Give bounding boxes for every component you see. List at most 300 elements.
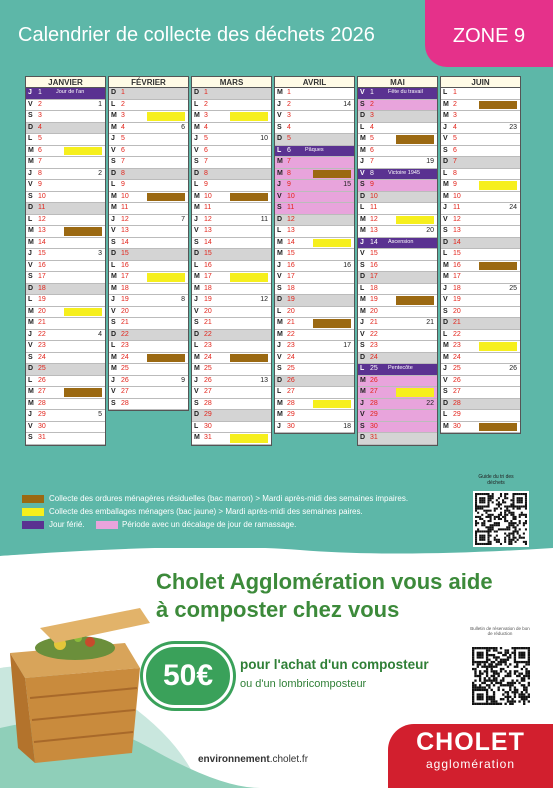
day-row — [358, 295, 437, 307]
day-letter: S — [194, 319, 199, 326]
day-number: 30 — [204, 422, 212, 430]
brown-bin-mark — [479, 101, 517, 110]
day-letter: V — [277, 353, 282, 361]
day-letter: L — [194, 422, 199, 430]
yellow-bin-mark — [479, 342, 517, 351]
day-number: 8 — [204, 169, 208, 177]
legend-swatch-period — [96, 521, 118, 529]
day-letter: S — [111, 238, 116, 246]
day-number: 24 — [370, 353, 378, 361]
day-letter: J — [28, 169, 32, 177]
day-row — [109, 215, 188, 227]
discount-badge: 50€ — [143, 644, 233, 708]
day-letter: D — [194, 169, 200, 177]
brown-bin-mark — [479, 423, 517, 432]
month-title: JANVIER — [26, 77, 105, 88]
day-number: 6 — [453, 146, 457, 154]
day-number: 3 — [38, 112, 42, 119]
day-row — [109, 399, 188, 411]
day-letter: D — [277, 135, 283, 142]
day-number: 28 — [287, 399, 295, 407]
website-link-rest: .cholet.fr — [269, 754, 309, 765]
week-number: 22 — [426, 399, 434, 407]
day-row — [26, 307, 105, 319]
day-number: 29 — [38, 411, 46, 418]
day-number: 22 — [121, 330, 129, 338]
day-letter: S — [443, 146, 448, 154]
day-letter: D — [111, 330, 117, 338]
day-letter: M — [111, 192, 117, 200]
day-row — [441, 157, 520, 169]
day-letter: L — [277, 146, 282, 154]
day-row — [109, 353, 188, 365]
day-row — [26, 422, 105, 434]
day-number: 16 — [121, 261, 129, 269]
day-number: 24 — [287, 353, 295, 361]
day-row — [26, 238, 105, 250]
day-number: 25 — [370, 365, 378, 372]
day-letter: S — [277, 365, 282, 372]
day-row — [192, 341, 271, 353]
day-number: 17 — [370, 273, 378, 280]
day-letter: D — [194, 411, 200, 418]
day-number: 13 — [287, 227, 295, 234]
website-link[interactable] — [198, 754, 308, 765]
day-number: 15 — [38, 250, 46, 257]
day-number: 18 — [287, 284, 295, 292]
day-letter: M — [443, 181, 449, 188]
day-number: 9 — [204, 181, 208, 188]
day-number: 13 — [121, 227, 129, 234]
day-row — [275, 353, 354, 365]
day-number: 2 — [121, 100, 125, 108]
day-letter: J — [360, 238, 364, 246]
qr-code-voucher[interactable] — [470, 645, 532, 707]
day-row — [358, 330, 437, 342]
brown-bin-mark — [64, 227, 102, 236]
day-number: 22 — [453, 330, 461, 338]
day-letter: L — [360, 123, 365, 131]
month-title: MARS — [192, 77, 271, 88]
day-letter: M — [28, 227, 34, 234]
month-4 — [274, 76, 355, 434]
day-row — [358, 433, 437, 445]
day-letter: L — [111, 181, 116, 188]
day-number: 4 — [121, 123, 125, 131]
day-letter: D — [443, 238, 449, 246]
day-row — [441, 134, 520, 146]
day-letter: S — [111, 319, 116, 326]
day-number: 5 — [38, 135, 42, 142]
yellow-bin-mark — [147, 273, 185, 282]
day-number: 11 — [370, 204, 378, 211]
day-number: 14 — [287, 238, 295, 246]
day-letter: M — [277, 169, 283, 177]
day-number: 18 — [204, 284, 212, 292]
day-letter: V — [443, 135, 448, 142]
day-number: 27 — [121, 388, 129, 395]
day-row — [26, 134, 105, 146]
day-letter: J — [28, 411, 32, 418]
day-row — [109, 238, 188, 250]
brown-bin-mark — [230, 354, 268, 363]
day-letter: S — [277, 204, 282, 211]
day-row — [358, 364, 437, 376]
day-number: 2 — [370, 100, 374, 108]
day-row — [192, 399, 271, 411]
offer-subtext: ou d'un lombricomposteur — [240, 678, 367, 690]
day-row — [358, 422, 437, 434]
day-letter: D — [28, 284, 34, 292]
day-number: 12 — [38, 215, 46, 223]
day-number: 30 — [453, 422, 461, 430]
day-number: 27 — [38, 388, 46, 395]
day-row — [109, 123, 188, 135]
day-number: 30 — [370, 422, 378, 430]
week-number: 11 — [260, 215, 268, 223]
day-row — [441, 88, 520, 100]
brown-bin-mark — [147, 193, 185, 202]
day-letter: S — [111, 158, 116, 165]
day-letter: D — [28, 365, 34, 372]
week-number: 16 — [343, 261, 351, 269]
day-letter: J — [28, 250, 32, 257]
holiday-name: Pentecôte — [388, 365, 413, 371]
day-letter: M — [194, 353, 200, 361]
day-row — [358, 307, 437, 319]
day-number: 21 — [453, 319, 461, 326]
day-letter: D — [194, 250, 200, 257]
day-letter: M — [443, 342, 449, 349]
day-row — [275, 341, 354, 353]
day-row — [192, 387, 271, 399]
day-letter: S — [111, 399, 116, 407]
day-letter: M — [111, 273, 117, 280]
day-row — [26, 376, 105, 388]
week-number: 2 — [98, 169, 102, 177]
day-row — [192, 318, 271, 330]
day-row — [275, 238, 354, 250]
day-row — [441, 399, 520, 411]
day-letter: V — [277, 112, 282, 119]
day-number: 6 — [204, 146, 208, 154]
day-row — [192, 169, 271, 181]
day-row — [192, 376, 271, 388]
day-number: 2 — [38, 100, 42, 108]
brown-bin-mark — [313, 170, 351, 179]
legend-swatch-holiday — [22, 521, 44, 529]
day-row — [358, 192, 437, 204]
promo-title-line2: à composter chez vous — [156, 597, 400, 622]
day-letter: J — [194, 296, 198, 303]
day-row — [441, 192, 520, 204]
day-number: 5 — [121, 135, 125, 142]
day-letter: J — [443, 123, 447, 131]
day-row — [275, 272, 354, 284]
day-letter: J — [194, 215, 198, 223]
day-number: 27 — [204, 388, 212, 395]
day-number: 20 — [38, 307, 46, 315]
day-row — [441, 249, 520, 261]
logo-line1: CHOLET — [416, 728, 525, 756]
day-number: 6 — [121, 146, 125, 154]
day-row — [109, 169, 188, 181]
day-number: 23 — [121, 342, 129, 349]
day-row — [192, 261, 271, 273]
day-row — [358, 157, 437, 169]
day-letter: D — [277, 296, 283, 303]
day-number: 3 — [121, 112, 125, 119]
day-letter: M — [111, 123, 117, 131]
day-row — [358, 146, 437, 158]
day-number: 23 — [287, 342, 295, 349]
day-letter: D — [194, 330, 200, 338]
day-row — [192, 192, 271, 204]
day-number: 25 — [204, 365, 212, 372]
day-letter: M — [28, 238, 34, 246]
day-number: 22 — [287, 330, 295, 338]
day-row — [441, 341, 520, 353]
day-number: 11 — [38, 204, 46, 211]
day-number: 26 — [453, 376, 461, 384]
week-number: 14 — [343, 100, 351, 108]
day-letter: J — [443, 284, 447, 292]
day-row — [275, 100, 354, 112]
day-number: 19 — [38, 296, 46, 303]
week-number: 4 — [98, 330, 102, 338]
day-number: 24 — [38, 353, 46, 361]
day-letter: V — [360, 250, 365, 257]
day-row — [358, 410, 437, 422]
day-letter: M — [28, 146, 34, 154]
day-letter: V — [194, 146, 199, 154]
page-title: Calendrier de collecte des déchets 2026 — [18, 24, 375, 46]
day-number: 31 — [370, 434, 378, 441]
day-number: 9 — [453, 181, 457, 188]
day-letter: L — [194, 342, 199, 349]
day-letter: J — [443, 204, 447, 211]
day-row — [441, 146, 520, 158]
day-letter: M — [194, 284, 200, 292]
day-number: 4 — [453, 123, 457, 131]
day-letter: L — [277, 227, 282, 234]
day-number: 12 — [370, 215, 378, 223]
yellow-bin-mark — [396, 388, 434, 397]
day-number: 25 — [121, 365, 129, 372]
month-title: JUIN — [441, 77, 520, 88]
day-letter: L — [194, 181, 199, 188]
day-letter: L — [360, 365, 365, 372]
legend-text: Jour férié. — [49, 520, 85, 529]
day-number: 20 — [453, 307, 461, 315]
day-row — [109, 307, 188, 319]
day-number: 29 — [287, 411, 295, 418]
offer-text: pour l'achat d'un composteur — [240, 657, 429, 672]
day-letter: V — [111, 227, 116, 234]
day-row — [441, 387, 520, 399]
day-letter: L — [111, 261, 116, 269]
qr-voucher-label: Bulletin de réservation de bon de réduction — [470, 626, 530, 637]
day-letter: M — [277, 250, 283, 257]
week-number: 12 — [260, 296, 268, 303]
day-row — [109, 111, 188, 123]
day-row — [275, 261, 354, 273]
month-6 — [440, 76, 521, 434]
day-number: 7 — [38, 158, 42, 165]
day-number: 26 — [287, 376, 295, 384]
day-row — [441, 272, 520, 284]
day-row — [358, 123, 437, 135]
day-row — [275, 134, 354, 146]
day-letter: L — [360, 204, 365, 211]
day-row — [441, 307, 520, 319]
day-letter: V — [360, 330, 365, 338]
week-number: 6 — [181, 123, 185, 131]
day-number: 11 — [121, 204, 129, 211]
day-number: 2 — [287, 100, 291, 108]
day-letter: S — [443, 227, 448, 234]
day-row — [109, 272, 188, 284]
day-row — [441, 376, 520, 388]
day-row — [358, 341, 437, 353]
day-letter: M — [111, 204, 117, 211]
day-number: 15 — [204, 250, 212, 257]
day-letter: S — [360, 181, 365, 188]
day-letter: D — [443, 158, 449, 165]
day-row — [192, 410, 271, 422]
day-row — [275, 399, 354, 411]
day-letter: S — [277, 284, 282, 292]
day-row — [358, 88, 437, 100]
day-number: 7 — [121, 158, 125, 165]
day-letter: J — [277, 261, 281, 269]
day-row — [26, 100, 105, 112]
zone-badge: ZONE 9 — [425, 0, 553, 67]
day-number: 3 — [204, 112, 208, 119]
day-row — [192, 249, 271, 261]
day-row — [358, 399, 437, 411]
day-row — [275, 295, 354, 307]
month-title: AVRIL — [275, 77, 354, 88]
day-letter: S — [28, 273, 33, 280]
day-row — [275, 192, 354, 204]
day-letter: J — [111, 376, 115, 384]
day-number: 16 — [287, 261, 295, 269]
week-number: 9 — [181, 376, 185, 384]
day-letter: D — [277, 376, 283, 384]
day-number: 12 — [453, 215, 461, 223]
day-letter: M — [194, 434, 200, 441]
day-row — [109, 180, 188, 192]
day-row — [26, 192, 105, 204]
yellow-bin-mark — [230, 112, 268, 121]
day-letter: S — [360, 261, 365, 269]
day-row — [441, 180, 520, 192]
day-row — [358, 238, 437, 250]
day-letter: M — [28, 319, 34, 326]
day-row — [358, 376, 437, 388]
day-number: 5 — [370, 135, 374, 142]
brown-bin-mark — [396, 135, 434, 144]
day-row — [192, 203, 271, 215]
day-number: 19 — [287, 296, 295, 303]
day-number: 10 — [38, 192, 46, 200]
day-letter: M — [360, 307, 366, 315]
day-row — [192, 284, 271, 296]
week-number: 18 — [343, 422, 351, 430]
day-number: 5 — [204, 135, 208, 142]
day-letter: M — [277, 158, 283, 165]
day-row — [275, 215, 354, 227]
day-letter: S — [443, 388, 448, 395]
day-row — [192, 353, 271, 365]
day-number: 25 — [287, 365, 295, 372]
day-number: 21 — [370, 319, 378, 326]
day-number: 18 — [121, 284, 129, 292]
day-row — [441, 353, 520, 365]
day-number: 20 — [370, 307, 378, 315]
day-row — [275, 307, 354, 319]
day-letter: J — [194, 376, 198, 384]
day-row — [441, 364, 520, 376]
day-letter: S — [360, 100, 365, 108]
holiday-name: Victoire 1945 — [388, 169, 421, 176]
day-number: 14 — [38, 238, 46, 246]
week-number: 13 — [260, 376, 268, 384]
day-number: 1 — [204, 89, 208, 96]
day-letter: M — [360, 296, 366, 303]
day-letter: M — [194, 273, 200, 280]
day-row — [441, 169, 520, 181]
day-number: 25 — [38, 365, 46, 372]
yellow-bin-mark — [313, 400, 351, 409]
day-row — [109, 284, 188, 296]
day-number: 1 — [370, 89, 374, 96]
day-letter: L — [28, 376, 33, 384]
day-letter: J — [360, 319, 364, 326]
day-letter: J — [443, 365, 447, 372]
day-number: 26 — [121, 376, 129, 384]
day-number: 29 — [370, 411, 378, 418]
day-number: 1 — [121, 89, 125, 96]
day-number: 27 — [370, 388, 378, 395]
day-number: 23 — [370, 342, 378, 349]
day-number: 10 — [287, 192, 295, 200]
day-number: 19 — [121, 296, 129, 303]
day-letter: V — [111, 388, 116, 395]
week-number: 23 — [509, 123, 517, 131]
legend-text: Période avec un décalage de jour de ramassage. — [122, 520, 297, 529]
day-letter: L — [277, 307, 282, 315]
day-number: 2 — [204, 100, 208, 108]
day-letter: M — [443, 192, 449, 200]
day-row — [358, 261, 437, 273]
day-number: 10 — [370, 192, 378, 200]
day-row — [192, 100, 271, 112]
day-number: 18 — [453, 284, 461, 292]
day-row — [275, 318, 354, 330]
day-row — [109, 261, 188, 273]
week-number: 21 — [426, 319, 434, 326]
day-number: 23 — [38, 342, 46, 349]
week-number: 8 — [181, 296, 185, 303]
day-letter: M — [28, 307, 34, 315]
day-number: 31 — [204, 434, 212, 441]
qr-code-guide[interactable] — [473, 491, 529, 547]
day-number: 23 — [453, 342, 461, 349]
day-letter: M — [194, 365, 200, 372]
day-letter: M — [277, 319, 283, 326]
